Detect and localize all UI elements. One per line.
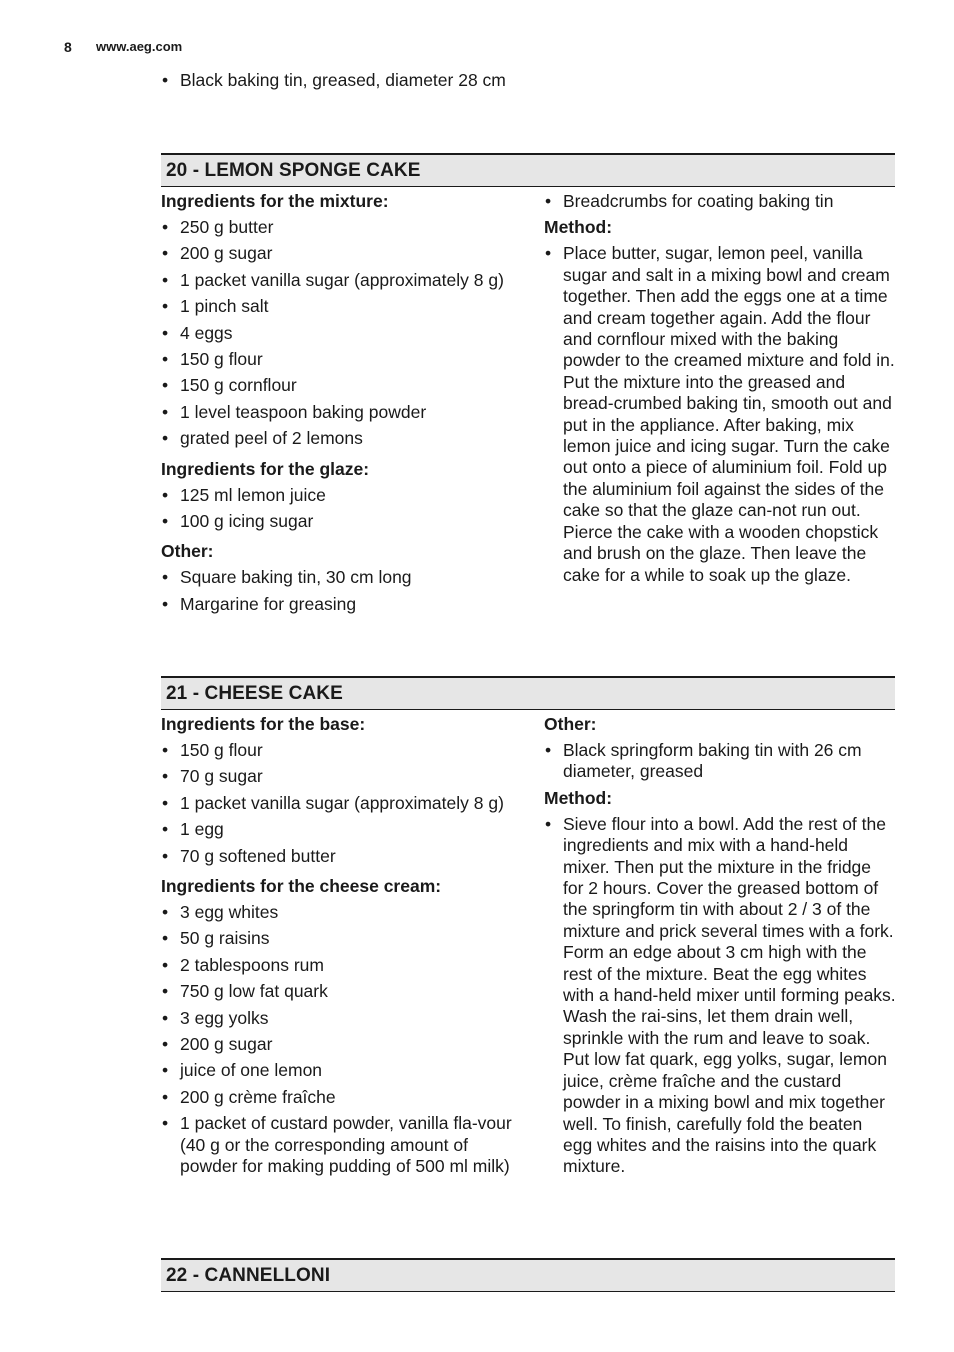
carry-over-list-container: [161, 70, 521, 96]
method-text: • Sieve flour into a bowl. Add the rest of the ingredients and mix with a hand-held mixer. Then put the mixture in the fridge for 2 hours. Cover the greased bottom of the springform tin with about 2 / 3 of the mixture and prick several times with a fork. Form an edge about 3 cm high with the rest of the mixture. Beat the egg whites with a hand-held mixer until forming peaks. Wash the rai-sins, let them drain well, sprinkle with the rum and leave to soak. Put low fat quark, egg yolks, sugar, lemon juice, crème fraîche and the custard powder in a mixing bowl and mix together well. To finish, carefully fold the beaten egg whites and the raisins into the quark mixture.: [544, 814, 896, 1178]
other-list: [161, 567, 516, 615]
list-item: • 100 g icing sugar: [161, 511, 516, 532]
glaze-heading: Ingredients for the glaze:: [161, 458, 370, 479]
list-item: • 70 g softened butter: [161, 846, 516, 867]
website-url: www.aeg.com: [96, 39, 183, 54]
mixture-list: [161, 217, 516, 450]
list-item: • juice of one lemon: [161, 1060, 516, 1081]
list-item: • 3 egg whites: [161, 902, 516, 923]
list-item: • 70 g sugar: [161, 766, 516, 787]
lemon-cake-right-column: [544, 191, 896, 586]
base-list: [161, 740, 516, 867]
other-heading: Other:: [544, 714, 597, 734]
glaze-list: [161, 485, 516, 533]
list-item: • 3 egg yolks: [161, 1008, 516, 1029]
list-item: • 150 g flour: [161, 740, 516, 761]
list-item: • 200 g crème fraîche: [161, 1087, 516, 1108]
list-item: • 125 ml lemon juice: [161, 485, 516, 506]
list-item: • 200 g sugar: [161, 1034, 516, 1055]
method-list: [544, 814, 896, 1178]
mixture-heading: Ingredients for the mixture:: [161, 191, 389, 211]
carry-over-list: [161, 70, 521, 91]
page-number: 8: [64, 39, 72, 55]
other-heading: Other:: [161, 541, 214, 562]
list-item: • 1 packet vanilla sugar (approximately 8 g): [161, 793, 516, 814]
list-item: • 150 g cornflour: [161, 375, 516, 396]
list-item: • 2 tablespoons rum: [161, 955, 516, 976]
list-item: • 150 g flour: [161, 349, 516, 370]
list-item: • 1 level teaspoon baking powder: [161, 402, 516, 423]
list-item: • 1 packet of custard powder, vanilla fla-vour (40 g or the corresponding amount of powder for making pudding of 500 ml milk): [161, 1113, 516, 1177]
list-item: • 4 eggs: [161, 323, 516, 344]
list-item: • 50 g raisins: [161, 928, 516, 949]
cheese-cream-heading: Ingredients for the cheese cream:: [161, 876, 442, 897]
cheese-cream-list: [161, 902, 516, 1177]
other-list-continued: [544, 191, 896, 212]
list-item: • Margarine for greasing: [161, 594, 516, 615]
other-list: [544, 740, 896, 783]
list-item: • Black springform baking tin with 26 cm diameter, greased: [544, 740, 896, 783]
method-text: • Place butter, sugar, lemon peel, vanilla sugar and salt in a mixing bowl and cream together. Then add the eggs one at a time and cream together again. Add the flour and cornflour mixed with the baking powder to the creamed mixture and fold in. Put the mixture into the greased and bread-crumbed baking tin, smooth out and put in the appliance. After baking, mix lemon juice and icing sugar. Turn the cake out onto a piece of aluminium foil. Fold up the aluminium foil against the sides of the cake so that the glaze can-not run out. Pierce the cake with a wooden chopstick and brush on the glaze. Then leave the cake for a while to soak up the glaze.: [544, 243, 896, 586]
list-item: • 750 g low fat quark: [161, 981, 516, 1002]
list-item: • 1 packet vanilla sugar (approximately 8 g): [161, 270, 516, 291]
cheese-cake-left-column: [161, 714, 516, 1183]
section-title-cheese-cake: 21 - CHEESE CAKE: [161, 676, 895, 710]
list-item: • Square baking tin, 30 cm long: [161, 567, 516, 588]
cheese-cake-right-column: [544, 714, 896, 1178]
method-heading: Method:: [544, 787, 613, 808]
list-item: • 200 g sugar: [161, 243, 516, 264]
method-list: [544, 243, 896, 586]
base-heading: Ingredients for the base:: [161, 714, 366, 734]
list-item: • grated peel of 2 lemons: [161, 428, 516, 449]
list-item: • Black baking tin, greased, diameter 28 cm: [161, 70, 521, 91]
list-item: • 1 pinch salt: [161, 296, 516, 317]
list-item: • 250 g butter: [161, 217, 516, 238]
list-item: • Breadcrumbs for coating baking tin: [544, 191, 896, 212]
lemon-cake-left-column: [161, 191, 516, 620]
section-title-cannelloni: 22 - CANNELLONI: [161, 1258, 895, 1292]
list-item: • 1 egg: [161, 819, 516, 840]
method-heading: Method:: [544, 217, 613, 238]
section-title-lemon-sponge-cake: 20 - LEMON SPONGE CAKE: [161, 153, 895, 187]
